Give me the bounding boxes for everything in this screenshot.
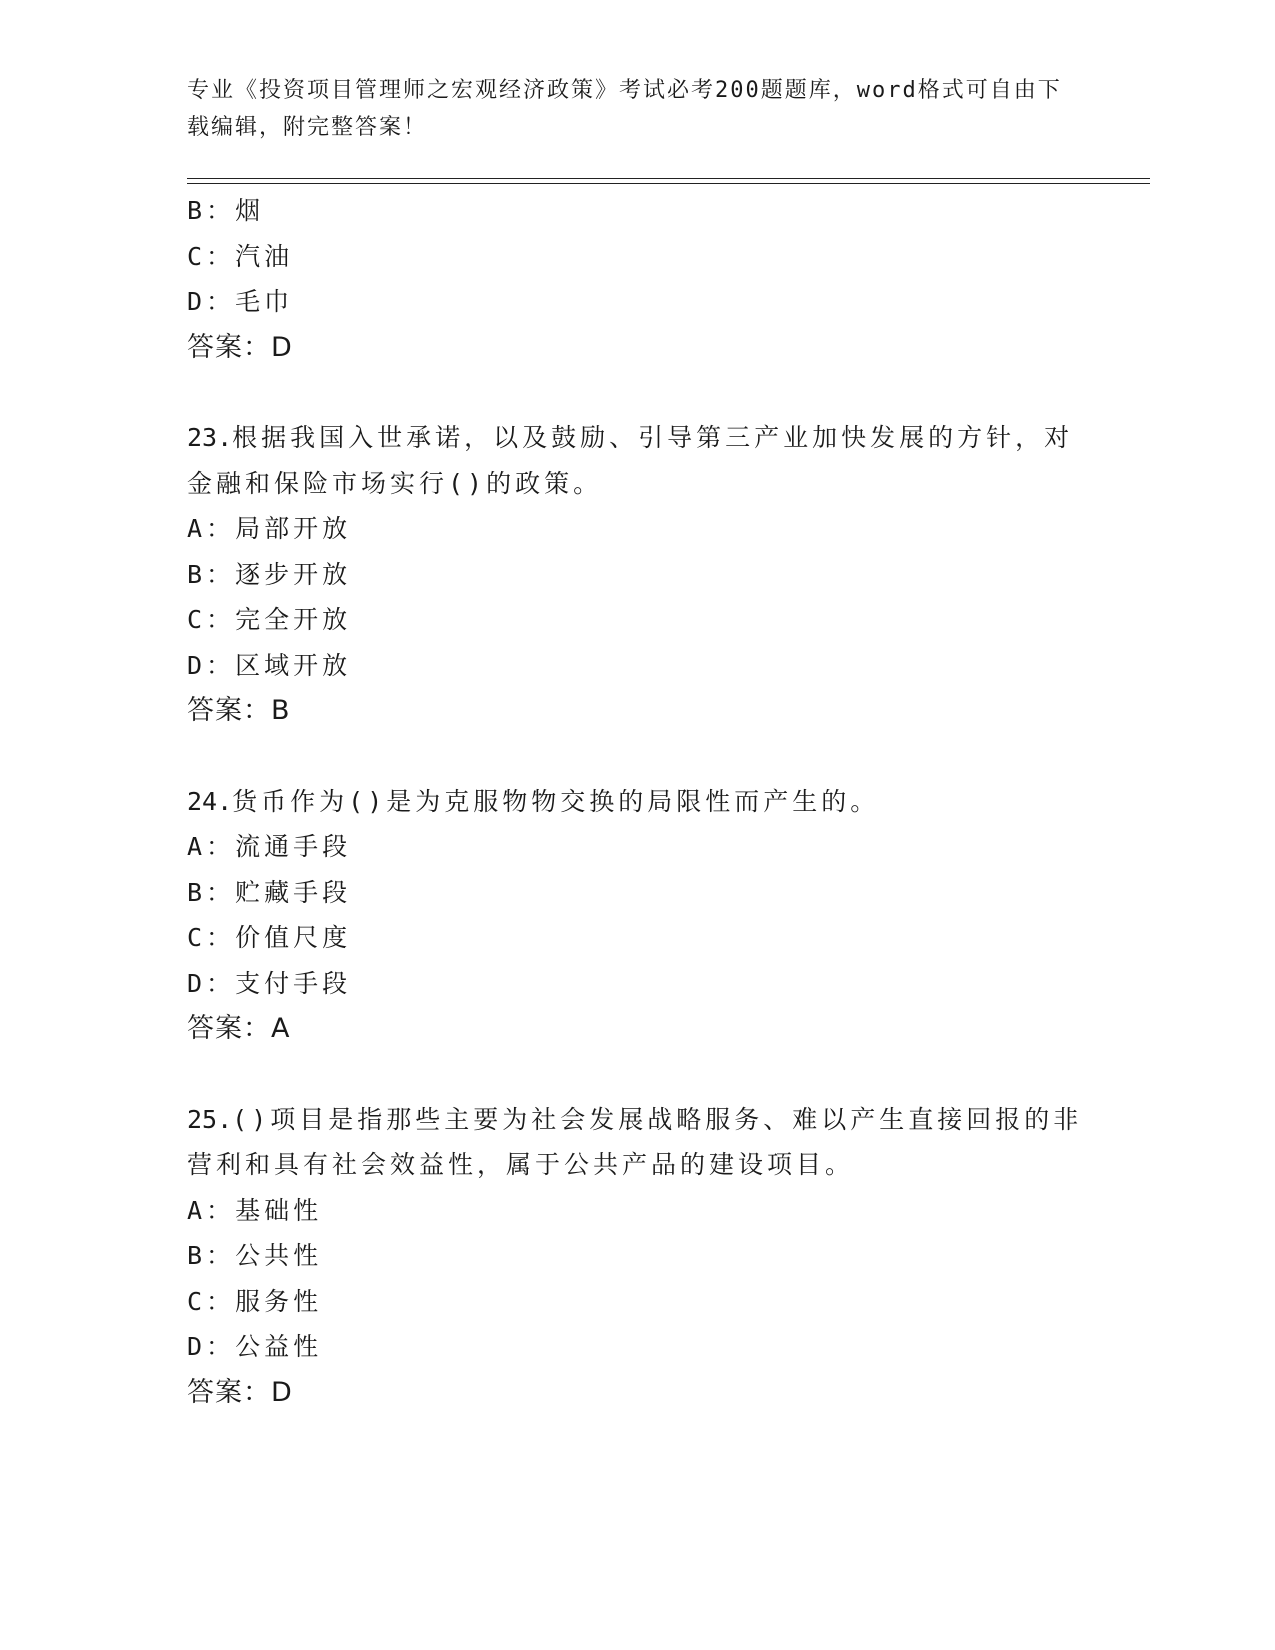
question-stem: 25.()项目是指那些主要为社会发展战略服务、难以产生直接回报的非: [187, 1104, 1083, 1134]
question-block: [187, 415, 1087, 734]
option-item: D：区域开放: [187, 650, 352, 680]
header-divider-bottom: [187, 183, 1150, 184]
answer-line: 答案：D: [187, 331, 293, 363]
option-item: B：逐步开放: [187, 559, 352, 589]
option-item: A：局部开放: [187, 514, 352, 543]
option-item: B：贮藏手段: [187, 877, 352, 907]
question-block: [187, 1097, 1087, 1416]
option-item: C：服务性: [187, 1286, 323, 1316]
option-item: C：汽油: [187, 241, 294, 271]
option-item: B：烟: [187, 196, 265, 225]
option-item: D：支付手段: [187, 968, 352, 998]
question-stem-continued: 金融和保险市场实行()的政策。: [187, 468, 603, 498]
question-stem-continued: 营利和具有社会效益性，属于公共产品的建设项目。: [187, 1150, 855, 1179]
option-item: A：基础性: [187, 1195, 323, 1225]
answer-line: 答案：B: [187, 695, 291, 726]
option-item: D：公益性: [187, 1332, 323, 1361]
question-block: [187, 779, 1087, 1052]
option-item: C：完全开放: [187, 605, 352, 634]
option-item: C：价值尺度: [187, 923, 352, 952]
answer-line: 答案：D: [187, 1376, 293, 1408]
option-item: A：流通手段: [187, 832, 352, 861]
question-list: [187, 188, 1087, 1415]
option-item: D：毛巾: [187, 287, 294, 316]
document-header: 专业《投资项目管理师之宏观经济政策》考试必考200题题库，word格式可自由下载编辑，附完整答案！: [187, 78, 1062, 140]
question-stem: 23.根据我国入世承诺，以及鼓励、引导第三产业加快发展的方针，对: [187, 423, 1074, 452]
header-divider-top: [187, 178, 1150, 179]
question-stem: 24.货币作为()是为克服物物交换的局限性而产生的。: [187, 786, 880, 816]
option-item: B：公共性: [187, 1241, 323, 1270]
answer-line: 答案：A: [187, 1013, 291, 1044]
